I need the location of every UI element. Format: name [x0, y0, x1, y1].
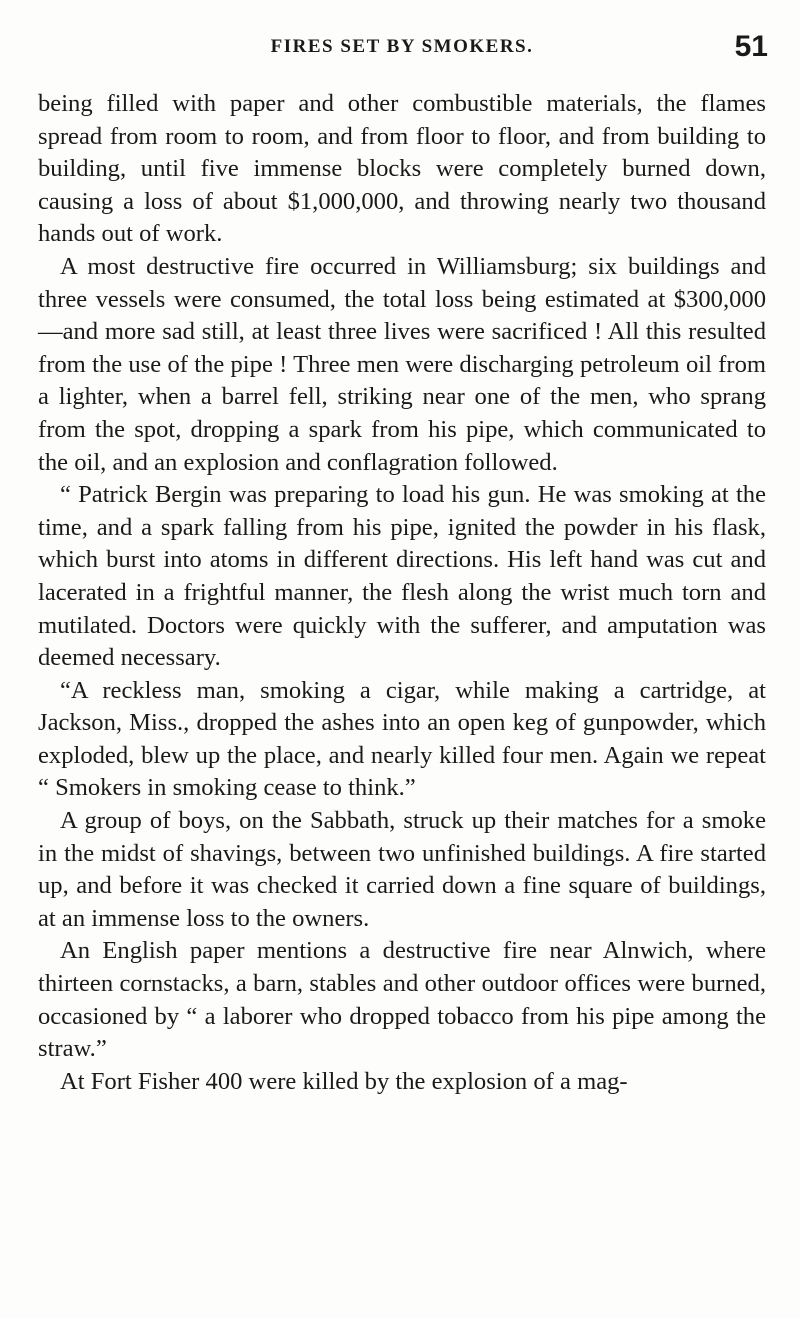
body-text [38, 88, 766, 1098]
paragraph-fort-fisher: At Fort Fisher 400 were killed by the explosion of a mag- [60, 1067, 628, 1095]
book-page [38, 30, 766, 1098]
paragraph-williamsburg-fire: A most destructive fire occurred in Williamsburg; six buildings and three vessels were consumed, the total loss being estimated at $300,000—and more sad still, at least three lives were sacrificed ! All this resulted from the use of the pipe ! Three men were discharging petroleum oil from a lighter, when a barrel fell, striking near one of the men, who sprang from the spot, dropping a spark from his pipe, which communicated to the oil, and an explosion and conflagration followed. [38, 252, 766, 476]
paragraph-jackson-miss: “A reckless man, smoking a cigar, while making a cartridge, at Jackson, Miss., dropped the ashes into an open keg of gunpowder, which exploded, blew up the place, and nearly killed four men. Again we repeat “ Smokers in smoking cease to think.” [38, 676, 766, 802]
running-head: FIRES SET BY SMOKERS. [270, 36, 534, 57]
page-number: 51 [734, 30, 768, 63]
paragraph-continuation: being filled with paper and other combustible materials, the flames spread from room to room, and from floor to floor, and from building to building, until five immense blocks were completely burned down, causing a loss of about $1,000,000, and throwing nearly two thousand hands out of work. [38, 90, 766, 248]
paragraph-alnwich-fire: An English paper mentions a destructive fire near Alnwich, where thirteen cornstacks, a barn, stables and other outdoor offices were burned, occasioned by “ a laborer who dropped tobacco from his pipe among the straw.” [38, 937, 766, 1063]
page-header [38, 30, 766, 70]
paragraph-patrick-bergin: “ Patrick Bergin was preparing to load his gun. He was smoking at the time, and a spark falling from his pipe, ignited the powder in his flask, which burst into atoms in different directions. His left hand was cut and lacerated in a frightful manner, the flesh along the wrist much torn and mutilated. Doctors were quickly with the sufferer, and amputation was deemed necessary. [38, 481, 766, 672]
paragraph-group-of-boys: A group of boys, on the Sabbath, struck up their matches for a smoke in the midst of shavings, between two unfinished buildings. A fire started up, and before it was checked it carried down a fine square of buildings, at an immense loss to the owners. [38, 807, 766, 932]
